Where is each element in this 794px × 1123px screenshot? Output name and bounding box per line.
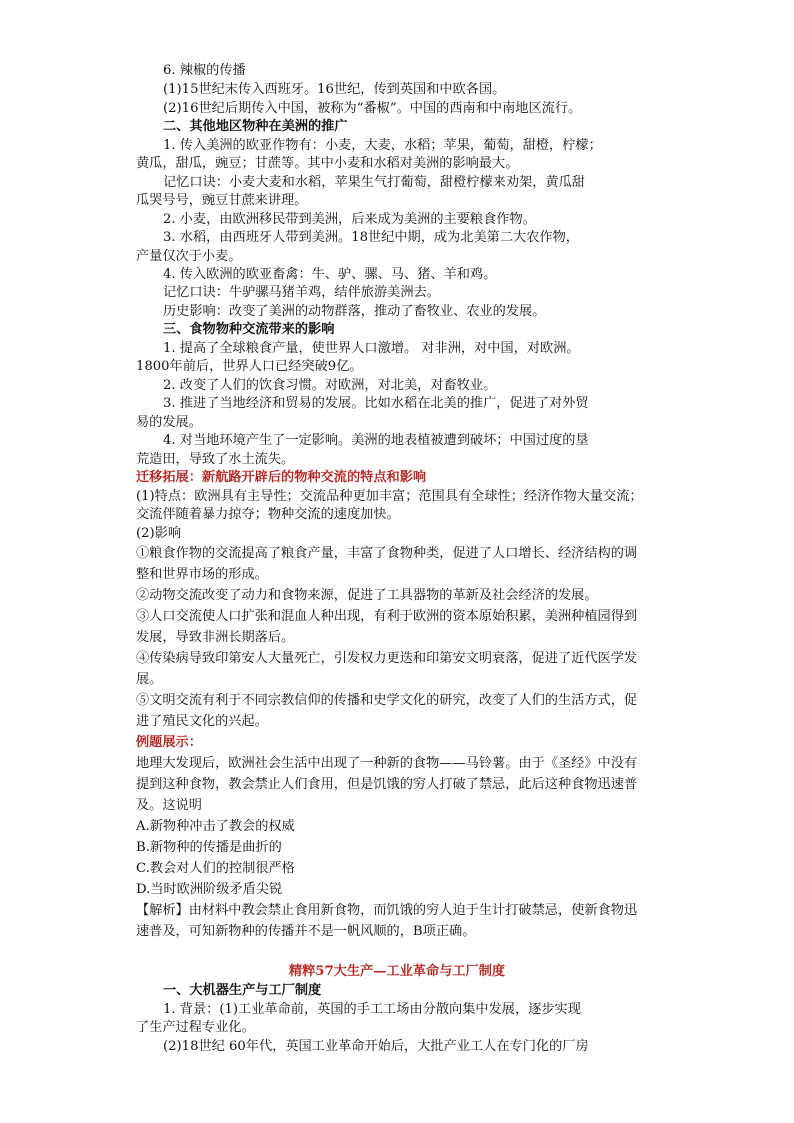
text-line: ⑤文明交流有利于不同宗教信仰的传播和史学文化的研究，改变了人们的生活方式，促 [136, 693, 638, 708]
text-line: 6. 辣椒的传播 [163, 63, 246, 78]
text-line: ③人口交流使人口扩张和混血人种出现，有利于欧洲的资本原始积累，美洲种植园得到 [136, 609, 638, 624]
text-line: 4. 传入欧洲的欧亚畜禽：牛、驴、骡、马、猪、羊和鸡。 [163, 267, 497, 282]
text-line: 荒造田，导致了水土流失。 [136, 452, 295, 467]
text-line: 迁移拓展：新航路开辟后的物种交流的特点和影响 [136, 470, 427, 485]
text-line: 一、大机器生产与工厂制度 [163, 983, 322, 998]
text-line: 记忆口诀：牛驴骡马猪羊鸡，结伴旅游美洲去。 [163, 285, 440, 300]
text-line: 1. 传入美洲的欧亚作物有：小麦，大麦，水稻；苹果，葡萄，甜橙，柠檬； [163, 138, 602, 153]
text-line: (2)影响 [136, 526, 182, 541]
text-line: 1. 提高了全球粮食产量，使世界人口激增。 对非洲，对中国，对欧洲。 [163, 341, 580, 356]
text-line: ④传染病导致印第安人大量死亡，引发权力更迭和印第安文明衰落，促进了近代医学发 [136, 651, 638, 666]
text-line: 3. 推进了当地经济和贸易的发展。比如水稻在北美的推广，促进了对外贸 [163, 396, 589, 411]
text-line: (2)16世纪后期传入中国，被称为“番椒”。中国的西南和中南地区流行。 [163, 101, 582, 116]
text-line: ②动物交流改变了动力和食物来源，促进了工具器物的革新及社会经济的发展。 [136, 588, 598, 603]
text-line: C.教会对人们的控制很严格 [136, 861, 295, 876]
text-line: 历史影响：改变了美洲的动物群落，推动了畜牧业、农业的发展。 [163, 304, 546, 319]
text-line: 2. 小麦，由欧洲移民带到美洲，后来成为美洲的主要粮食作物。 [163, 212, 536, 227]
text-line: 记忆口诀：小麦大麦和水稻，苹果生气打葡萄，甜橙柠檬来劝架，黄瓜甜 [163, 175, 585, 190]
text-line: 三、食物物种交流带来的影响 [163, 322, 335, 337]
text-line: 易的发展。 [136, 415, 202, 430]
text-line: 及。这说明 [136, 798, 202, 813]
text-line: 进了殖民文化的兴起。 [136, 714, 268, 729]
text-line: 瓜哭号号，豌豆甘蔗来讲理。 [136, 193, 308, 208]
text-line: (1)特点：欧洲具有主导性；交流品种更加丰富；范围具有全球性；经济作物大量交流； [136, 489, 643, 504]
text-line: D.当时欧洲阶级矛盾尖锐 [136, 882, 283, 897]
text-line: (2)18世纪 60年代，英国工业革命开始后，大批产业工人在专门化的厂房 [163, 1039, 589, 1054]
text-line: 二、其他地区物种在美洲的推广 [163, 119, 348, 134]
text-line: 了生产过程专业化。 [136, 1020, 255, 1035]
text-line: 整和世界市场的形成。 [136, 567, 268, 582]
text-line: 例题展示： [136, 735, 202, 750]
text-line: A.新物种冲击了教会的权威 [136, 819, 295, 834]
text-line: 1. 背景：(1)工业革命前，英国的手工工场由分散向集中发展，逐步实现 [163, 1002, 581, 1017]
text-line: 地理大发现后，欧洲社会生活中出现了一种新的食物——马铃薯。由于《圣经》中没有 [136, 756, 638, 771]
text-line: 交流伴随着暴力掠夺；物种交流的速度加快。 [136, 507, 400, 522]
text-line: 1800年前后，世界人口已经突破9亿。 [136, 359, 363, 374]
text-line: (1)15世纪末传入西班牙。16世纪，传到英国和中欧各国。 [163, 82, 506, 97]
text-line: 精粹57大生产—工业革命与工厂制度 [288, 964, 506, 979]
text-line: 3. 水稻，由西班牙人带到美洲。18世纪中期，成为北美第二大农作物， [163, 230, 579, 245]
text-line: 发展，导致非洲长期落后。 [136, 630, 295, 645]
text-line: 黄瓜，甜瓜，豌豆；甘蔗等。其中小麦和水稻对美洲的影响最大。 [136, 156, 519, 171]
text-line: 展。 [136, 672, 163, 687]
text-line: B.新物种的传播是曲折的 [136, 840, 282, 855]
text-line: 4. 对当地环境产生了一定影响。美洲的地表植被遭到破坏；中国过度的垦 [163, 433, 589, 448]
text-line: ①粮食作物的交流提高了粮食产量，丰富了食物种类，促进了人口增长、经济结构的调 [136, 546, 638, 561]
text-line: 2. 改变了人们的饮食习惯。对欧洲，对北美，对畜牧业。 [163, 378, 497, 393]
text-line: 速普及，可知新物种的传播并不是一帆风顺的，B项正确。 [136, 924, 476, 939]
text-line: 提到这种食物，教会禁止人们食用，但是饥饿的穷人打破了禁忌，此后这种食物迅速普 [136, 777, 638, 792]
text-line: 产量仅次于小麦。 [136, 249, 242, 264]
text-line: 【解析】由材料中教会禁止食用新食物，而饥饿的穷人迫于生计打破禁忌，使新食物迅 [136, 903, 638, 918]
